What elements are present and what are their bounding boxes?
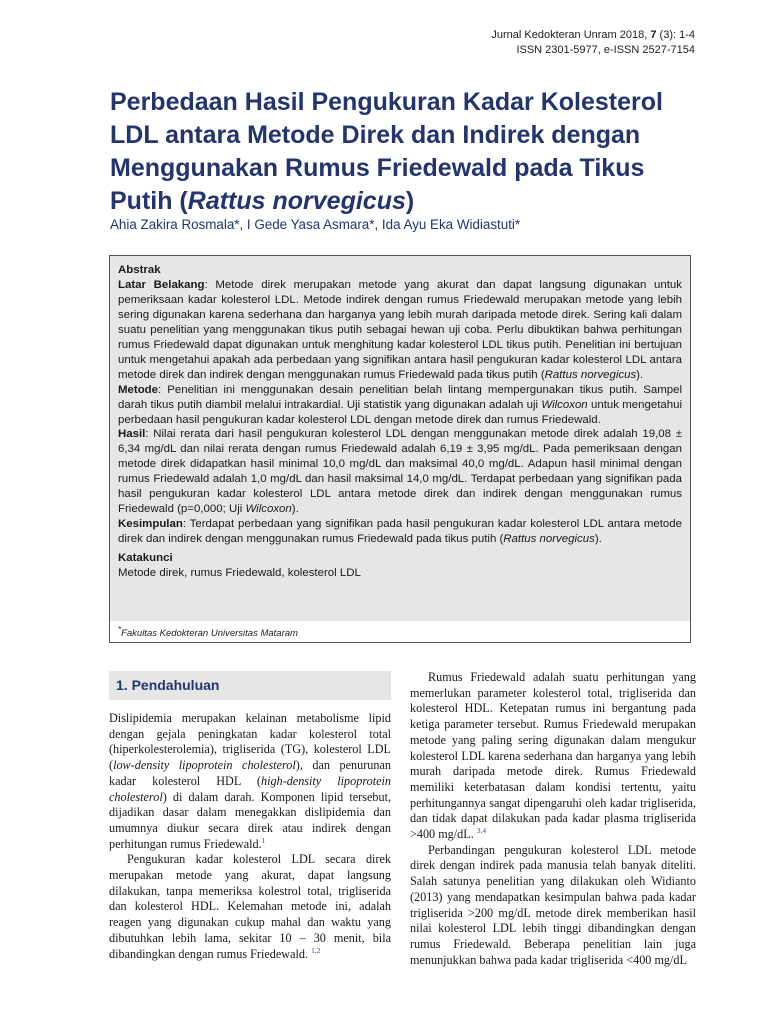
title-italic: Rattus norvegicus	[187, 187, 406, 215]
kesimpulan-text: : Terdapat perbedaan yang signifikan pada hasil pengukuran kadar kolesterol LDL antara metode direk dan indirek dengan menggunakan rumus Friedewald pada tikus putih (	[118, 518, 682, 546]
affiliation-text: Fakultas Kedokteran Universitas Mataram	[121, 628, 298, 640]
kesimpulan-end: ).	[594, 533, 602, 546]
p4-text: Perbandingan pengukuran kolesterol LDL metode direk dengan indirek pada manusia telah banyak diteliti. Salah satunya penelitian yang dilakukan oleh Widianto (2013) yang mendapatkan kesimpulan bahwa pada kadar trigliserida >200 mg/dL metode direk memberikan hasil nilai kolesterol LDL lebih tinggi dibandingkan dengan rumus Friedewald. Beberapa penelitian lain juga menunjukkan bahwa pada kadar trigliserida <400 mg/dL	[410, 842, 696, 967]
p1-text-c: ) di dalam darah. Komponen lipid tersebut, dijadikan dasar dalam menegakkan dislipidemia dan umumnya diukur secara direk atau indirek dengan perhitungan rumus Friedewald.	[109, 789, 391, 851]
abstract-latar	[118, 278, 682, 383]
metode-text: : Penelitian ini menggunakan desain penelitian belah lintang mempergunakan tikus putih. Sampel darah tikus putih diambil melalui intrakardial. Uji statistik yang digunakan adalah uji	[118, 383, 682, 411]
affiliation-mark: *	[118, 625, 122, 634]
authors: Ahia Zakira Rosmala*, I Gede Yasa Asmara*, Ida Ayu Eka Widiastuti*	[110, 217, 521, 232]
abstract-kesimpulan	[118, 517, 682, 547]
keywords-heading: Katakunci	[118, 552, 173, 565]
p2-text: Pengukuran kadar kolesterol LDL secara direk merupakan metode yang akurat, dapat langsung dilakukan, tanpa memeriksa kolestrol total, trigliserida dan kolesterol HDL. Kelemahan metode ini, adalah reagen yang digunakan cukup mahal dan waktu yang dibutuhkan lebih lama, sekitar 10 – 30 menit, bila dibandingkan dengan rumus Friedewald.	[109, 852, 391, 961]
metode-label: Metode	[118, 383, 159, 396]
p1-text-b: ), dan penurunan kadar kolesterol HDL (	[109, 758, 391, 788]
p3-text: Rumus Friedewald adalah suatu perhitungan yang memerlukan parameter kolesterol total, trigliserida dan kolesterol HDL. Ketepatan rumus ini bergantung pada ketiga parameter tersebut. Rumus Friedewald merupakan metode yang paling sering digunakan dalam mengukur kolesterol LDL karena sederhana dan harganya yang lebih murah daripada metode direk. Rumus Friedewald memiliki keterbatasan dalam kondisi tertentu, yaitu perhitungannya sangat dipengaruhi oleh kadar trigliserida, dan tidak dapat dilakukan pada kadar plasma trigliserida >400 mg/dL.	[410, 670, 696, 842]
keywords-text: Metode direk, rumus Friedewald, kolesterol LDL	[118, 567, 361, 580]
section-title: 1. Pendahuluan	[116, 677, 220, 693]
intro-paragraph-3	[410, 670, 696, 843]
intro-paragraph-4	[410, 843, 696, 969]
metode-end: untuk mengetahui perbedaan hasil pengukuran kadar kolesterol LDL dengan metode direk dan rumus Friedewald.	[118, 398, 682, 426]
abstract-heading-text: Abstrak	[118, 264, 161, 276]
section-header	[109, 671, 391, 700]
abstract-heading	[118, 263, 682, 278]
citation-ref[interactable]: 1	[261, 835, 266, 845]
abstract-hasil	[118, 427, 682, 517]
p1-italic-2: high-density lipoprotein cholesterol	[109, 773, 391, 804]
title-main: Perbedaan Hasil Pengukuran Kadar Kolesterol LDL antara Metode Direk dan Indirek dengan Menggunakan Rumus Friedewald pada Tikus Putih (	[110, 88, 663, 215]
title-end: )	[405, 187, 415, 215]
hasil-end: ).	[291, 503, 299, 516]
kesimpulan-label: Kesimpulan	[118, 518, 183, 531]
metode-italic: Wilcoxon	[541, 398, 588, 411]
paper-title	[110, 86, 710, 218]
abstract-box	[109, 255, 691, 643]
journal-issn: ISSN 2301-5977, e-ISSN 2527-7154	[516, 44, 695, 56]
journal-volume: 7	[650, 29, 657, 41]
hasil-text: : Nilai rerata dari hasil pengukuran kolesterol LDL dengan menggunakan metode direk adalah 19,08 ± 6,34 mg/dL dan nilai rerata dengan rumus Friedewald adalah 6,19 ± 3,95 mg/dL. Pada pemeriksaan dengan metode direk didapatkan hasil minimal 10,0 mg/dL dan maksimal 40,0 mg/dL. Adapun hasil minimal dengan rumus Friedewald adalah 1,0 mg/dL dan hasil maksimal 14,0 mg/dL. Terdapat perbedaan yang signifikan pada hasil pengukuran kadar kolesterol LDL antara metode direk dan indirek dengan menggunakan rumus Friedewald (p=0,000; Uji	[118, 428, 682, 516]
latar-italic: Rattus norvegicus	[544, 368, 637, 381]
intro-paragraph-2	[109, 852, 391, 962]
latar-label: Latar Belakang	[118, 278, 205, 291]
journal-header	[491, 28, 695, 58]
latar-text: : Metode direk merupakan metode yang akurat dan dapat langsung digunakan untuk pemeriksaan kadar kolesterol LDL. Metode indirek dengan rumus Friedewald merupakan metode yang lebih sering digunakan karena sederhana dan harganya yang lebih murah daripada metode direk. Sering kali dalam suatu penelitian yang menggunakan tikus putih sebagai hewan uji coba. Perlu dibuktikan bahwa perhitungan rumus Friedewald dapat digunakan untuk menghitung kadar kolesterol LDL tikus putih. Penelitian ini bertujuan untuk mengetahui apakah ada perbedaan yang signifikan antara hasil pengukuran kadar kolesterol LDL antara metode direk dan indirek dengan menggunakan rumus Friedewald pada tikus putih (	[118, 278, 682, 381]
right-column	[410, 670, 696, 968]
left-column	[109, 711, 391, 962]
kesimpulan-italic: Rattus norvegicus	[503, 533, 595, 546]
latar-end: ).	[636, 368, 644, 381]
citation-ref[interactable]: 3,4	[476, 825, 487, 835]
hasil-italic: Wilcoxon	[245, 503, 292, 516]
intro-paragraph-1	[109, 711, 391, 852]
citation-suffix: (3): 1-4	[656, 29, 695, 41]
abstract-metode	[118, 383, 682, 428]
hasil-label: Hasil	[118, 428, 146, 441]
abstract-content	[110, 256, 690, 621]
p1-italic-1: low-density lipoprotein cholesterol	[113, 758, 296, 773]
journal-citation	[491, 28, 695, 43]
affiliation	[118, 625, 298, 639]
p1-text-a: Dislipidemia merupakan kelainan metabolisme lipid dengan gejala peningkatan kadar kolesterol total (hiperkolesterolemia), trigliserida (TG), kolesterol LDL (	[109, 711, 391, 773]
citation-prefix: Jurnal Kedokteran Unram 2018,	[491, 29, 651, 41]
citation-ref[interactable]: 1,2	[311, 945, 321, 955]
